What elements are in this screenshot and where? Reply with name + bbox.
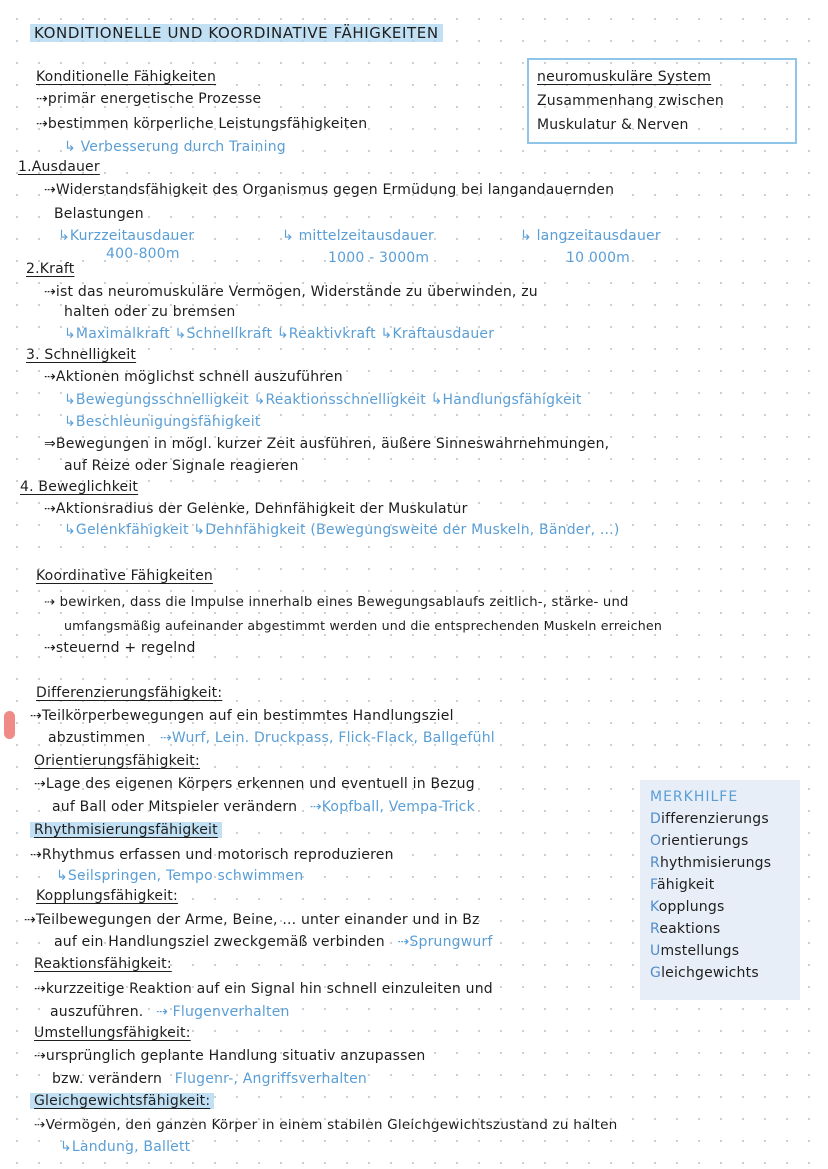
text-line: ⇢Rhythmus erfassen und motorisch reproduzieren <box>30 847 394 863</box>
rhythmisierung-examples: ↳Seilspringen, Tempo schwimmen <box>56 868 304 884</box>
ausdauer-mittel: ↳ mittelzeitausdauer <box>282 228 434 244</box>
text-line: ⇢Teilkörperbewegungen auf ein bestimmtes Handlungsziel <box>30 708 454 724</box>
text-line: ⇢Aktionsradius der Gelenke, Dehnfähigkeit der Muskulatur <box>44 501 468 517</box>
heading-schnelligkeit: 3. Schnelligkeit <box>26 347 137 363</box>
text-line: abzustimmen ⇢Wurf, Lein. Druckpass, Flick-Flack, Ballgefühl <box>48 730 495 746</box>
text-line: auszuführen. ⇢ Flugenverhalten <box>50 1004 290 1020</box>
gleichgewicht-examples: ↳Landung, Ballett <box>60 1139 191 1155</box>
text-line: ⇢steuernd + regelnd <box>44 640 196 656</box>
merkhilfe-item: Gleichgewichts <box>650 965 759 981</box>
merkhilfe-item: Orientierungs <box>650 833 749 849</box>
text-line: ⇢ursprünglich geplante Handlung situativ anzupassen <box>34 1048 426 1064</box>
merkhilfe-item: Rhythmisierungs <box>650 855 772 871</box>
heading-umstellung: Umstellungsfähigkeit: <box>34 1025 191 1041</box>
heading-kraft: 2.Kraft <box>26 261 75 277</box>
text-line: auf Ball oder Mitspieler verändern ⇢Kopfball, Vempa-Trick <box>52 799 475 815</box>
merkhilfe-item: Differenzierungs <box>650 811 769 827</box>
merkhilfe-item: Kopplungs <box>650 899 725 915</box>
ausdauer-kurz-range: 400-800m <box>106 246 180 262</box>
text-line: ⇢kurzzeitige Reaktion auf ein Signal hin schnell einzuleiten und <box>34 981 493 997</box>
schnelligkeit-types: ↳Bewegungsschnelligkeit ↳Reaktionsschnelligkeit ↳Handlungsfähigkeit <box>64 392 582 408</box>
schnelligkeit-types-2: ↳Beschleunigungsfähigkeit <box>64 414 261 430</box>
ausdauer-kurz: ↳Kurzzeitausdauer <box>58 228 195 244</box>
heading-orientierung: Orientierungsfähigkeit: <box>34 753 200 769</box>
note-line-1: neuromuskuläre System <box>537 69 712 85</box>
heading-differenzierung: Differenzierungsfähigkeit: <box>36 685 223 701</box>
beweglichkeit-types: ↳Gelenkfähigkeit ↳Dehnfähigkeit (Bewegungsweite der Muskeln, Bänder, ...) <box>64 522 620 538</box>
text-line: ⇢bestimmen körperliche Leistungsfähigkeiten <box>36 116 368 132</box>
text-line: ⇢primär energetische Prozesse <box>36 91 262 107</box>
ausdauer-lang-range: 10 000m <box>566 250 631 266</box>
text-line: ⇢Aktionen möglichst schnell auszuführen <box>44 369 343 385</box>
heading-reaktion: Reaktionsfähigkeit: <box>34 956 172 972</box>
text-line: halten oder zu bremsen <box>64 304 236 320</box>
text-line: umfangsmäßig aufeinander abgestimmt werden und die entsprechenden Muskeln erreichen <box>64 618 663 633</box>
note-line-2: Zusammenhang zwischen <box>537 93 724 109</box>
sub-note: ↳ Verbesserung durch Training <box>64 139 286 155</box>
note-line-3: Muskulatur & Nerven <box>537 117 689 133</box>
merkhilfe-item: Reaktions <box>650 921 721 937</box>
text-line: auf Reize oder Signale reagieren <box>64 458 299 474</box>
ausdauer-lang: ↳ langzeitausdauer <box>520 228 661 244</box>
heading-gleichgewicht: Gleichgewichtsfähigkeit: <box>30 1092 214 1110</box>
text-line: Belastungen <box>54 206 144 222</box>
text-line: ⇒Bewegungen in mögl. kurzer Zeit ausführen, äußere Sinneswahrnehmungen, <box>44 436 610 452</box>
ausdauer-mittel-range: 1000 - 3000m <box>328 250 430 266</box>
text-line: ⇢ bewirken, dass die Impulse innerhalb eines Bewegungsablaufs zeitlich-, stärke- und <box>44 595 629 610</box>
text-line: bzw. verändern Flugenr-, Angriffsverhalten <box>52 1071 368 1087</box>
heading-rhythmisierung: Rhythmisierungsfähigkeit <box>30 821 222 839</box>
heading-kopplung: Kopplungsfähigkeit: <box>36 888 178 904</box>
merkhilfe-box <box>640 780 800 1000</box>
text-line: ⇢Lage des eigenen Körpers erkennen und eventuell in Bezug <box>34 776 475 792</box>
merkhilfe-heading: MERKHILFE <box>650 789 739 805</box>
text-line: auf ein Handlungsziel zweckgemäß verbinden ⇢Sprungwurf <box>54 934 493 950</box>
heading-ausdauer: 1.Ausdauer <box>18 159 100 175</box>
merkhilfe-item: Fähigkeit <box>650 877 715 893</box>
red-marker <box>4 711 15 739</box>
text-line: ⇢Teilbewegungen der Arme, Beine, ... unter einander und in Bz <box>24 912 480 928</box>
section-heading-konditionelle: Konditionelle Fähigkeiten <box>36 69 217 85</box>
text-line: ⇢Widerstandsfähigkeit des Organismus gegen Ermüdung bei langandauernden <box>44 182 615 198</box>
kraft-types: ↳Maximalkraft ↳Schnellkraft ↳Reaktivkraft ↳Kraftausdauer <box>64 326 495 342</box>
section-heading-koordinative: Koordinative Fähigkeiten <box>36 568 213 584</box>
heading-beweglichkeit: 4. Beweglichkeit <box>20 479 139 495</box>
neuromuscular-note-box <box>527 58 797 144</box>
merkhilfe-item: Umstellungs <box>650 943 740 959</box>
text-line: ⇢ist das neuromuskuläre Vermögen, Widerstände zu überwinden, zu <box>44 284 538 300</box>
page-title: KONDITIONELLE UND KOORDINATIVE FÄHIGKEITEN <box>30 24 443 42</box>
text-line: ⇢Vermögen, den ganzen Körper in einem stabilen Gleichgewichtszustand zu halten <box>34 1117 618 1133</box>
